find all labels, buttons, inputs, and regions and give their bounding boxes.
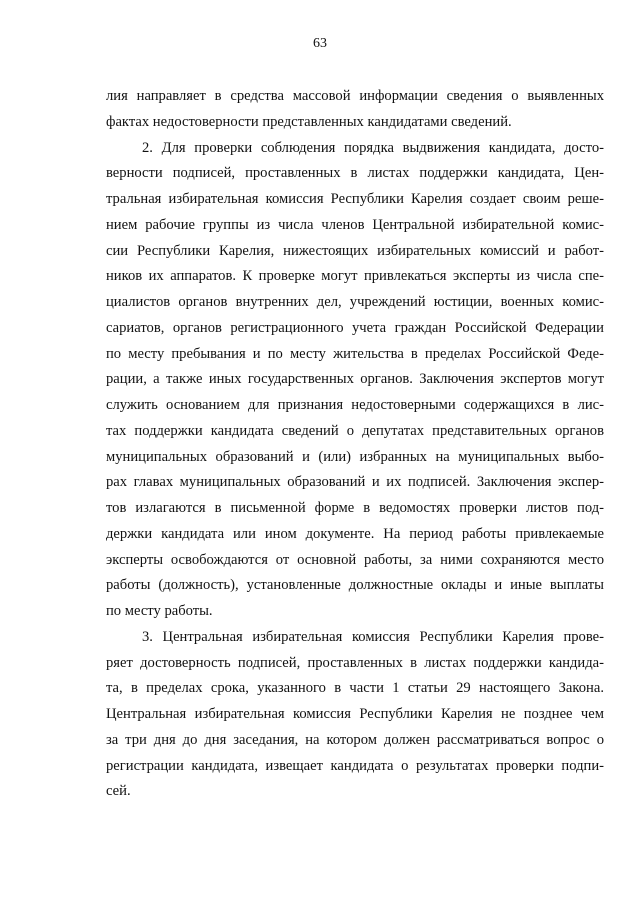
text-line: тральная избирательная комиссия Республики Карелия создает своим реше- [106,191,604,207]
text-line: ряет достоверность подписей, проставленных в листах поддержки кандида- [106,654,604,671]
text-line: муниципальных образований и (или) избранных на муниципальных выбо- [106,448,604,465]
text-line: 3. Центральная избирательная комиссия Республики Карелия прове- [142,628,604,645]
text-line: 2. Для проверки соблюдения порядка выдвижения кандидата, досто- [142,139,604,156]
text-line: сии Республики Карелия, нижестоящих избирательных комиссий и работ- [106,242,604,259]
text-line: служить основанием для признания недостоверными содержащихся в лис- [106,397,604,413]
text-line: сей. [106,783,131,800]
text-line: эксперты освобождаются от основной работы, за ними сохраняются место [106,551,604,568]
body-text [106,84,604,805]
text-line: работы (должность), установленные должностные оклады и иные выплаты [106,577,604,594]
text-line: та, в пределах срока, указанного в части 1 статьи 29 настоящего Закона. [106,680,604,697]
text-line: верности подписей, проставленных в листах поддержки кандидата, Цен- [106,165,604,182]
text-line: по месту работы. [106,603,213,619]
text-line: лия направляет в средства массовой информации сведения о выявленных [106,88,604,104]
text-line: держки кандидата или ином документе. На период работы привлекаемые [106,525,604,542]
text-line: за три дня до дня заседания, на котором должен рассматриваться вопрос о [106,731,604,748]
text-line: по месту пребывания и по месту жительства в пределах Российской Феде- [106,345,604,362]
paragraph-p3 [106,625,604,805]
text-line: тов излагаются в письменной форме в ведомостях проверки листов под- [106,500,604,516]
page-number: 63 [313,36,327,51]
text-line: циалистов органов внутренних дел, учреждений юстиции, военных комис- [106,294,604,310]
text-line: регистрации кандидата, извещает кандидата о результатах проверки подпи- [106,757,604,774]
text-line: сариатов, органов регистрационного учета граждан Российской Федерации [106,319,604,336]
text-line: нием рабочие группы из числа членов Центральной избирательной комис- [106,216,604,233]
text-line: ников их аппаратов. К проверке могут привлекаться эксперты из числа спе- [106,268,604,285]
text-line: Центральная избирательная комиссия Республики Карелия не позднее чем [106,706,604,722]
text-line: тах поддержки кандидата сведений о депутатах представительных органов [106,422,604,439]
text-line: рации, а также иных государственных органов. Заключения экспертов могут [106,371,604,388]
text-line: фактах недостоверности представленных кандидатами сведений. [106,113,512,130]
text-line: рах главах муниципальных образований и их подписей. Заключения экспер- [106,474,604,491]
paragraph-p2 [106,136,604,625]
paragraph-p1 [106,84,604,136]
